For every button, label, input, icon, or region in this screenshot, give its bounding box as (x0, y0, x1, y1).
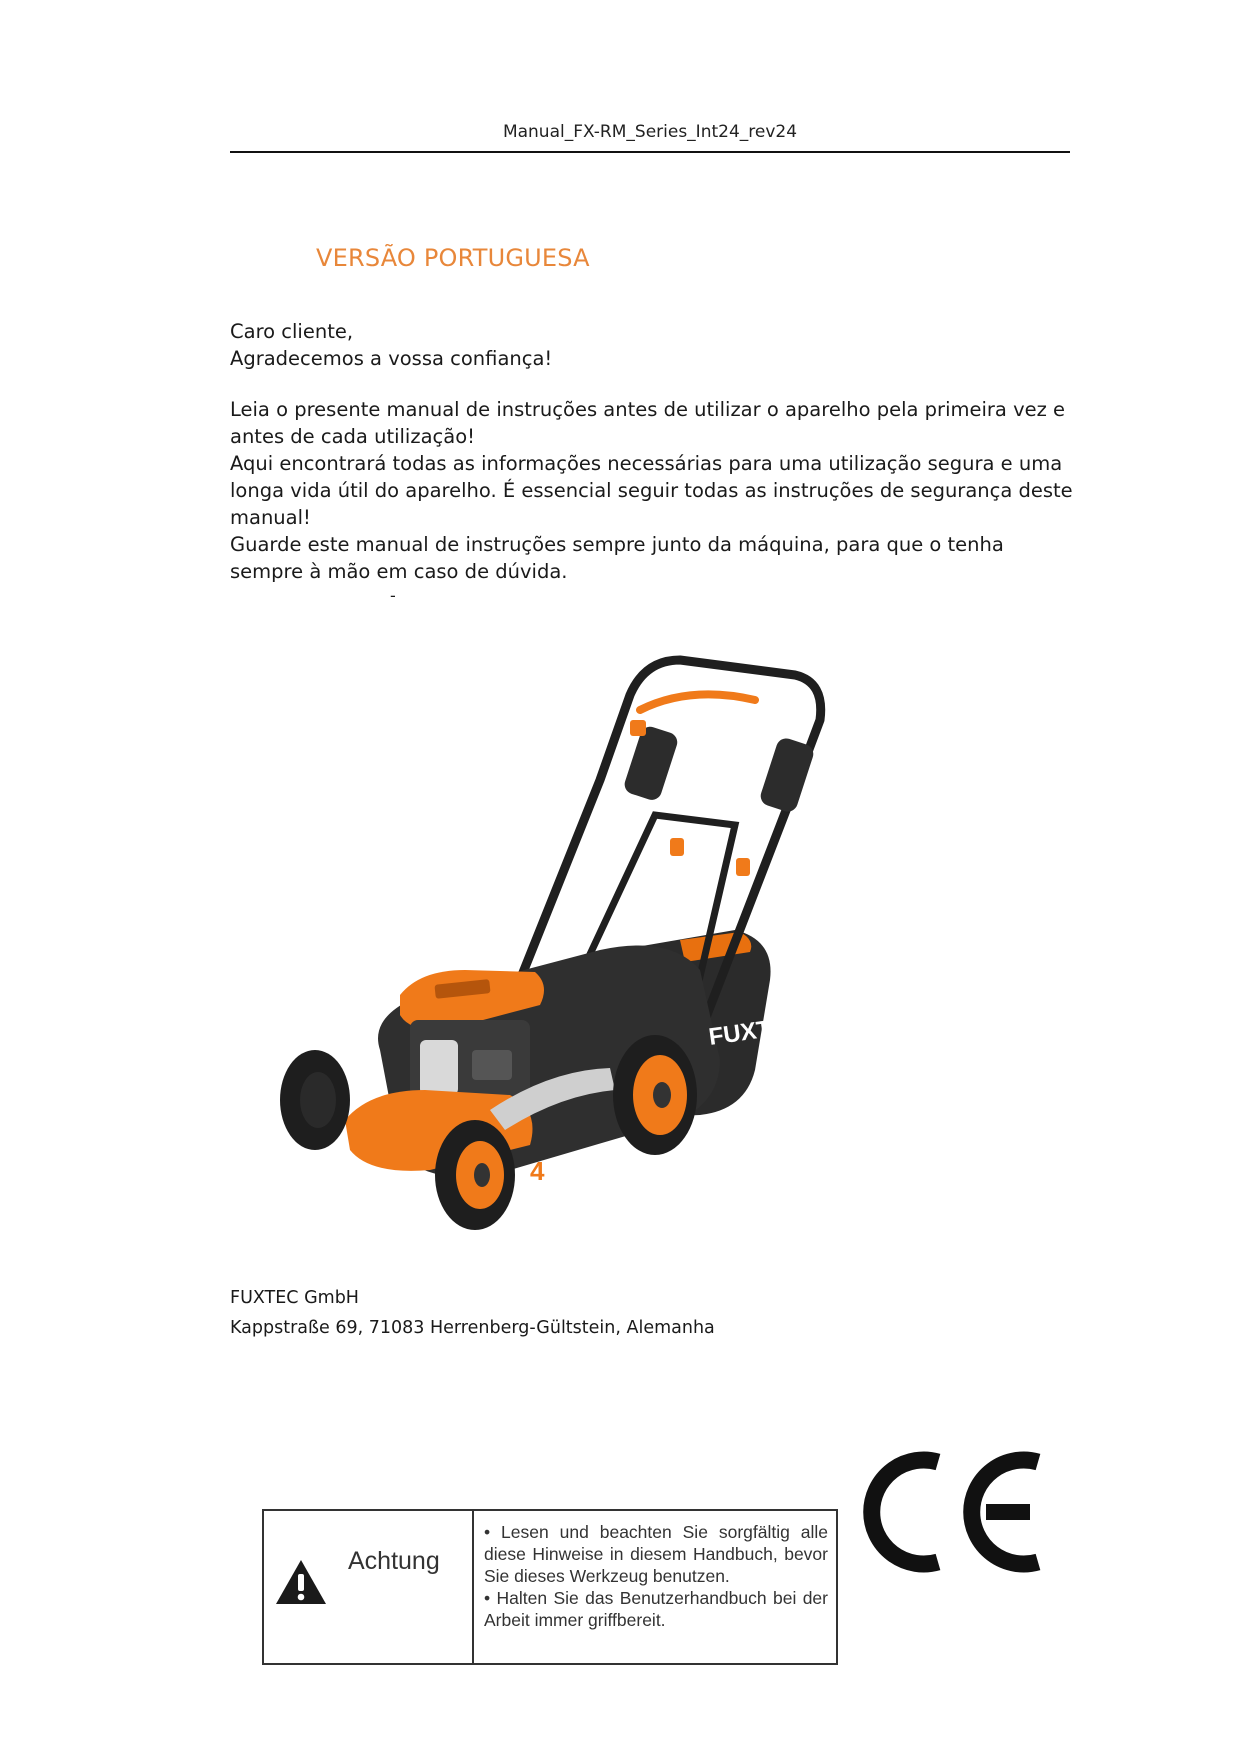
document-header-title: Manual_FX-RM_Series_Int24_rev24 (502, 122, 798, 142)
ce-mark-logo (858, 1444, 1048, 1580)
warning-label-cell (264, 1511, 474, 1663)
intro-text (230, 318, 1080, 585)
section-title: VERSÃO PORTUGUESA (316, 244, 590, 272)
instruction-paragraph-1: Leia o presente manual de instruções antes de utilizar o aparelho pela primeira vez e antes de cada utilização! (230, 398, 1066, 448)
warning-triangle-icon (274, 1557, 328, 1607)
lawn-mower-image (250, 600, 970, 1240)
greeting: Caro cliente, (230, 320, 354, 343)
header-divider (230, 151, 1070, 153)
company-name: FUXTEC GmbH (230, 1288, 359, 1308)
front-right-wheel (435, 1120, 515, 1230)
instruction-paragraph-2: Aqui encontrará todas as informações necessárias para uma utilização segura e uma longa vida útil do aparelho. É essencial seguir todas as instruções de segurança deste manual! (230, 452, 1073, 529)
company-info (230, 1283, 715, 1343)
company-address: Kappstraße 69, 71083 Herrenberg-Gültstein, Alemanha (230, 1318, 715, 1338)
warning-notice-table (262, 1509, 838, 1665)
instruction-paragraph-3: Guarde este manual de instruções sempre junto da máquina, para que o tenha sempre à mão em caso de dúvida. (230, 533, 1004, 583)
front-left-wheel (280, 1050, 350, 1150)
warning-text-cell (474, 1511, 836, 1663)
warning-bullet-1: • Lesen und beachten Sie sorgfältig alle diese Hinweise in diesem Handbuch, bevor Sie dieses Werkzeug benutzen. (484, 1522, 828, 1586)
warning-label: Achtung (348, 1547, 440, 1575)
warning-bullet-2: • Halten Sie das Benutzerhandbuch bei der Arbeit immer griffbereit. (484, 1588, 828, 1630)
badge-label: 4 (530, 1156, 545, 1186)
thanks: Agradecemos a vossa confiança! (230, 347, 553, 370)
rear-wheel (613, 1035, 697, 1155)
brand-label: FUXTEC (707, 1010, 806, 1051)
dash-mark: - (390, 586, 396, 605)
